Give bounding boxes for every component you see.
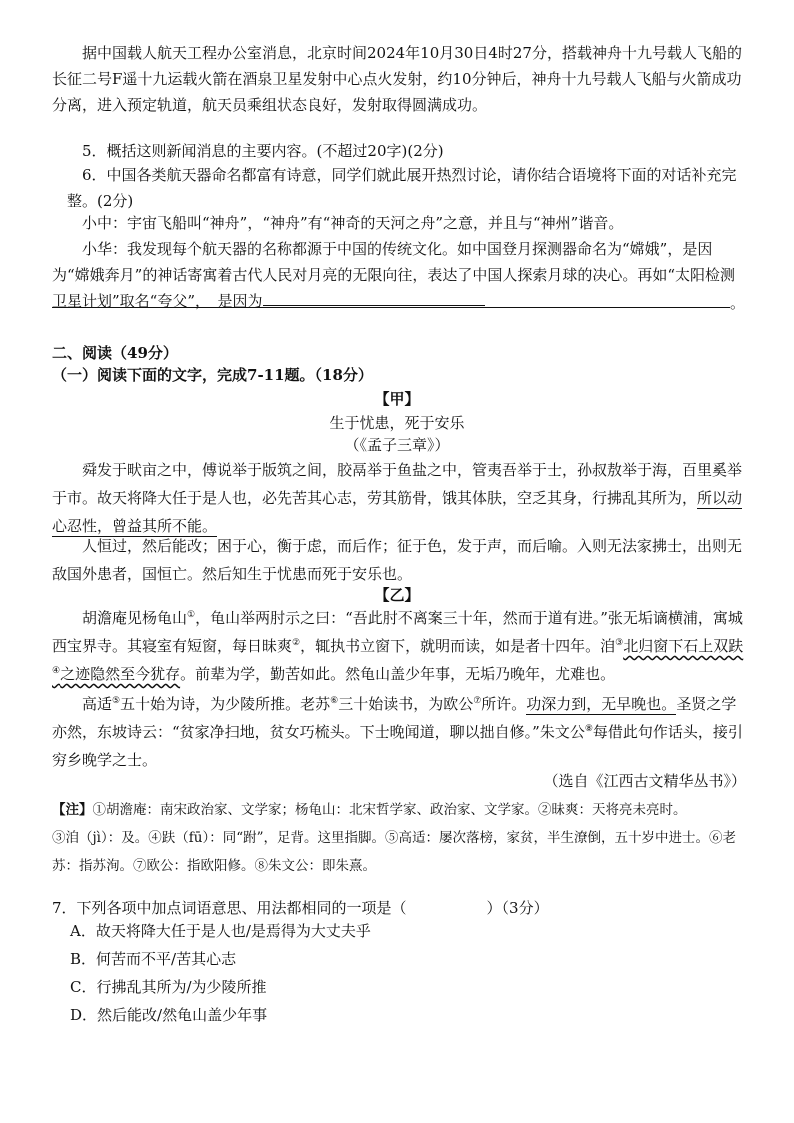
part-1-heading: （一）阅读下面的文字，完成7-11题。（18分） xyxy=(52,366,373,384)
q7-option-c[interactable]: C．行拂乱其所为/为少陵所推 xyxy=(70,978,267,996)
news-paragraph: 据中国载人航天工程办公室消息，北京时间2024年10月30日4时27分，搭载神舟十九号载人飞船的长征二号F遥十九运载火箭在酒泉卫星发射中心点火发射，约10分钟后，神舟十九号载人飞船与火箭成功分离，进入预定轨道，航天员乘组状态良好，发射取得圆满成功。 xyxy=(52,44,742,114)
dialogue-xiaohua-text: 小华：我发现每个航天器的名称都源于中国的传统文化。如中国登月探测器命名为“嫦娥”，是因为“嫦娥奔月”的神话寄寓着古代人民对月亮的无限向往，表达了中国人探索月球的决心。再如“太阳检测卫星计划”取名“夸父”， 是因为 xyxy=(52,240,736,310)
yi-p1-f: 。前辈为学，勤苦如此。然龟山盖少年事，无垢乃晚年，尤难也。 xyxy=(180,665,616,683)
jia-label: 【甲】 xyxy=(374,390,420,408)
yi-source: （选自《江西古文精华丛书》） xyxy=(543,772,746,790)
footnote-mark-8: ⑧ xyxy=(584,724,593,734)
yi-p1-e: 之迹隐然至今犹存 xyxy=(60,665,181,683)
yi-p2-a: 高适 xyxy=(82,695,113,713)
jia-p1-text: 舜发于畎亩之中，傅说举于版筑之间，胶鬲举于鱼盐之中，管夷吾举于士，孙叔敖举于海，百里奚举于市。故天将降大任于是人也，必先苦其心志，劳其筋骨，饿其体肤，空乏其身，行拂乱其所为， xyxy=(52,461,743,507)
question-6-text: 6．中国各类航天器命名都富有诗意，同学们就此展开热烈讨论，请你结合语境将下面的对话补充完整。(2分) xyxy=(67,166,737,210)
jia-title: 生于忧患，死于安乐 xyxy=(329,414,465,432)
dialogue-xiaozhong: 小中：宇宙飞船叫“神舟”，“神舟”有“神奇的天河之舟”之意，并且与“神州”谐音。 xyxy=(82,214,624,232)
yi-p1-a: 胡澹庵见杨龟山 xyxy=(82,609,188,627)
yi-label: 【乙】 xyxy=(374,586,420,604)
jia-paragraph-1 xyxy=(52,456,746,540)
yi-p1-c: ，辄执书立窗下，就明而读，如是者十四年。洎 xyxy=(300,637,616,655)
section-2-title: 二、阅读（49分） xyxy=(52,344,178,362)
annotation-notes xyxy=(52,796,746,880)
yi-p2-b: 五十始为诗，为少陵所推。老苏 xyxy=(120,695,331,713)
question-5: 5．概括这则新闻消息的主要内容。(不超过20字)(2分) xyxy=(82,142,444,160)
yi-p2-d: 所许。 xyxy=(481,695,527,713)
notes-label: 【注】 xyxy=(52,802,93,818)
footnote-mark-4: ④ xyxy=(52,666,61,676)
footnote-mark-6: ⑥ xyxy=(330,696,339,706)
yi-paragraph-2 xyxy=(52,690,746,774)
yi-p2-g: 每借此句作话头，接引穷乡晚学之士。 xyxy=(52,723,743,769)
yi-paragraph-1 xyxy=(52,604,746,688)
answer-line-row xyxy=(52,290,746,316)
jia-p1-underlined: 所以动心忍性，曾益其所不能。 xyxy=(52,489,743,535)
yi-p1-d: 北归窗下石上双趺 xyxy=(623,637,744,655)
footnote-mark-5: ⑤ xyxy=(112,696,121,706)
yi-p1-b: ，龟山举两肘示之曰：“吾此肘不离案三十年，然而于道有进。”张无垢谪横浦，寓城西宝界寺。其寝室有短窗，每日昧爽 xyxy=(52,609,743,655)
jia-source: （《孟子三章》） xyxy=(344,436,450,454)
answer-blank-2[interactable] xyxy=(52,291,730,308)
jia-paragraph-2: 人恒过，然后能改；困于心，衡于虑，而后作；征于色，发于声，而后喻。入则无法家拂士，出则无敌国外患者，国恒亡。然后知生于忧患而死于安乐也。 xyxy=(52,537,743,583)
footnote-mark-1: ① xyxy=(187,610,196,620)
q7-option-d[interactable]: D．然后能改/然龟山盖少年事 xyxy=(70,1006,268,1024)
question-6 xyxy=(52,162,747,214)
notes-line-2: ③洎（jì）：及。④趺（fū）：同“跗”，足背。这里指脚。⑤高适：屡次落榜，家贫，半生潦倒，五十岁中进士。⑥老苏：指苏洵。⑦欧公：指欧阳修。⑧朱文公：即朱熹。 xyxy=(52,830,736,874)
footnote-mark-2: ② xyxy=(292,638,301,648)
q7-stem-b: ）（3分） xyxy=(486,899,549,917)
q7-option-b[interactable]: B．何苦而不平/苦其心志 xyxy=(70,950,237,968)
q7-option-a[interactable]: A．故天将降大任于是人也/是焉得为大丈夫乎 xyxy=(70,922,371,940)
notes-line-1: ①胡澹庵：南宋政治家、文学家；杨龟山：北宋哲学家、政治家、文学家。②昧爽：天将亮未亮时。 xyxy=(92,802,687,818)
yi-p2-c: 三十始读书，为欧公 xyxy=(338,695,474,713)
footnote-mark-7: ⑦ xyxy=(473,696,482,706)
answer-period: 。 xyxy=(730,294,746,312)
yi-p2-underlined: 功深力到，无早晚也。 xyxy=(526,695,677,713)
q7-stem-a: 7．下列各项中加点词语意思、用法都相同的一项是（ xyxy=(52,899,407,917)
yi-p2-f: 圣贤之学亦然，东坡诗云：“贫家净扫地，贫女巧梳头。下士晚闻道，聊以拙自修。”朱文公 xyxy=(52,695,737,741)
footnote-mark-3: ③ xyxy=(615,638,624,648)
